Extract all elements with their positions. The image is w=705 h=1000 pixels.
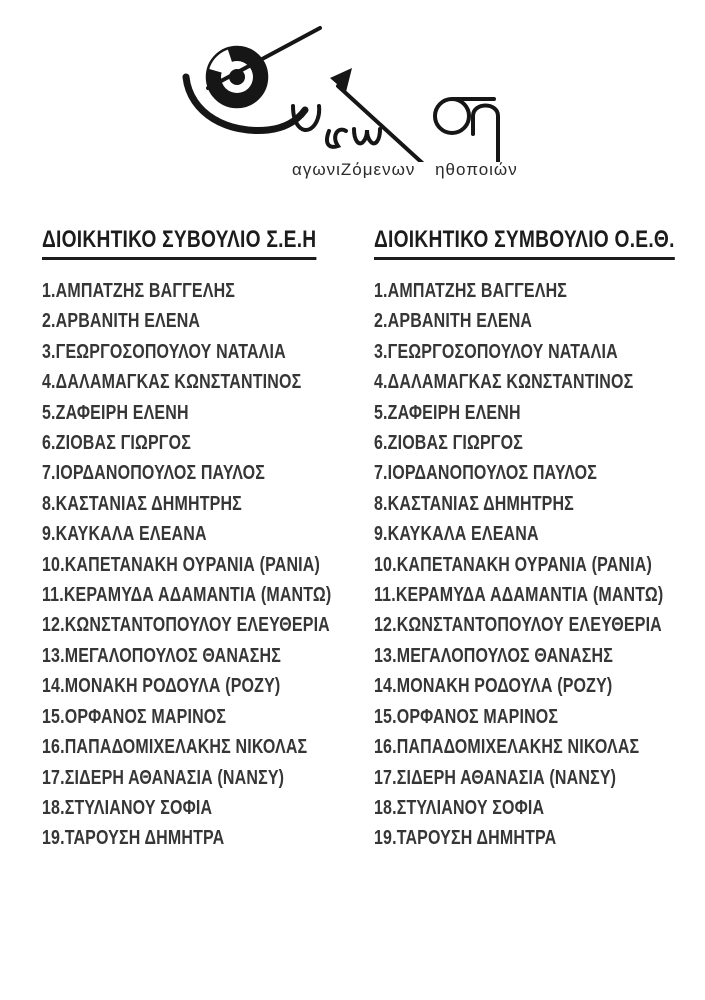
column-oeth-header: ΔΙΟΙΚΗΤΙΚΟ ΣΥΜΒΟΥΛΙΟ Ο.Ε.Θ.: [374, 226, 675, 260]
list-item: 9.ΚΑΥΚΑΛΑ ΕΛΕΑΝΑ: [374, 523, 539, 546]
list-item: 16.ΠΑΠΑΔΟΜΙΧΕΛΑΚΗΣ ΝΙΚΟΛΑΣ: [42, 736, 308, 759]
list-item: 17.ΣΙΔΕΡΗ ΑΘΑΝΑΣΙΑ (ΝΑΝΣΥ): [42, 766, 285, 789]
list-item: 2.ΑΡΒΑΝΙΤΗ ΕΛΕΝΑ: [374, 310, 533, 333]
list-item: 9.ΚΑΥΚΑΛΑ ΕΛΕΑΝΑ: [42, 523, 207, 546]
list-item: 14.ΜΟΝΑΚΗ ΡΟΔΟΥΛΑ (ΡΟΖΥ): [42, 675, 281, 698]
logo-letterforms: [293, 99, 498, 162]
logo: [180, 22, 550, 192]
list-item: 2.ΑΡΒΑΝΙΤΗ ΕΛΕΝΑ: [42, 310, 201, 333]
list-item: 6.ΖΙΟΒΑΣ ΓΙΩΡΓΟΣ: [42, 432, 191, 455]
list-item: 4.ΔΑΛΑΜΑΓΚΑΣ ΚΩΝΣΤΑΝΤΙΝΟΣ: [374, 371, 634, 394]
list-item: 5.ΖΑΦΕΙΡΗ ΕΛΕΝΗ: [42, 401, 189, 424]
list-item: 7.ΙΟΡΔΑΝΟΠΟΥΛΟΣ ΠΑΥΛΟΣ: [374, 462, 597, 485]
column-sei-member-list: [42, 276, 372, 854]
list-item: 3.ΓΕΩΡΓΟΣΟΠΟΥΛΟΥ ΝΑΤΑΛΙΑ: [42, 340, 286, 363]
list-item: 16.ΠΑΠΑΔΟΜΙΧΕΛΑΚΗΣ ΝΙΚΟΛΑΣ: [374, 736, 640, 759]
column-sei-header: ΔΙΟΙΚΗΤΙΚΟ ΣΥΒΟΥΛΙΟ Σ.Ε.Η: [42, 226, 316, 260]
list-item: 6.ΖΙΟΒΑΣ ΓΙΩΡΓΟΣ: [374, 432, 523, 455]
list-item: 12.ΚΩΝΣΤΑΝΤΟΠΟΥΛΟΥ ΕΛΕΥΘΕΡΙΑ: [42, 614, 330, 637]
list-item: 13.ΜΕΓΑΛΟΠΟΥΛΟΣ ΘΑΝΑΣΗΣ: [374, 644, 613, 667]
list-item: 15.ΟΡΦΑΝΟΣ ΜΑΡΙΝΟΣ: [374, 705, 559, 728]
list-item: 8.ΚΑΣΤΑΝΙΑΣ ΔΗΜΗΤΡΗΣ: [42, 492, 242, 515]
column-sei: [42, 226, 372, 854]
logo-subtitle: αγωνιΖόμενων ηθοποιών: [292, 160, 518, 179]
list-item: 11.ΚΕΡΑΜΥΔΑ ΑΔΑΜΑΝΤΙΑ (ΜΑΝΤΩ): [374, 584, 664, 607]
list-item: 5.ΖΑΦΕΙΡΗ ΕΛΕΝΗ: [374, 401, 521, 424]
list-item: 11.ΚΕΡΑΜΥΔΑ ΑΔΑΜΑΝΤΙΑ (ΜΑΝΤΩ): [42, 584, 332, 607]
list-item: 1.ΑΜΠΑΤΖΗΣ ΒΑΓΓΕΛΗΣ: [42, 280, 236, 302]
assembly-logo-icon: [180, 22, 540, 162]
list-item: 1.ΑΜΠΑΤΖΗΣ ΒΑΓΓΕΛΗΣ: [374, 280, 568, 302]
logo-arrow-icon: [330, 68, 430, 162]
list-item: 7.ΙΟΡΔΑΝΟΠΟΥΛΟΣ ΠΑΥΛΟΣ: [42, 462, 265, 485]
list-item: 12.ΚΩΝΣΤΑΝΤΟΠΟΥΛΟΥ ΕΛΕΥΘΕΡΙΑ: [374, 614, 662, 637]
list-item: 18.ΣΤΥΛΙΑΝΟΥ ΣΟΦΙΑ: [42, 796, 213, 819]
list-item: 19.ΤΑΡΟΥΣΗ ΔΗΜΗΤΡΑ: [374, 827, 557, 850]
column-oeth-member-list: [374, 276, 704, 854]
list-item: 14.ΜΟΝΑΚΗ ΡΟΔΟΥΛΑ (ΡΟΖΥ): [374, 675, 613, 698]
list-item: 18.ΣΤΥΛΙΑΝΟΥ ΣΟΦΙΑ: [374, 796, 545, 819]
list-item: 19.ΤΑΡΟΥΣΗ ΔΗΜΗΤΡΑ: [42, 827, 225, 850]
list-item: 8.ΚΑΣΤΑΝΙΑΣ ΔΗΜΗΤΡΗΣ: [374, 492, 574, 515]
column-oeth: [374, 226, 704, 854]
list-item: 10.ΚΑΠΕΤΑΝΑΚΗ ΟΥΡΑΝΙΑ (ΡΑΝΙΑ): [374, 553, 652, 576]
list-item: 3.ΓΕΩΡΓΟΣΟΠΟΥΛΟΥ ΝΑΤΑΛΙΑ: [374, 340, 618, 363]
list-item: 10.ΚΑΠΕΤΑΝΑΚΗ ΟΥΡΑΝΙΑ (ΡΑΝΙΑ): [42, 553, 320, 576]
list-item: 15.ΟΡΦΑΝΟΣ ΜΑΡΙΝΟΣ: [42, 705, 227, 728]
list-item: 4.ΔΑΛΑΜΑΓΚΑΣ ΚΩΝΣΤΑΝΤΙΝΟΣ: [42, 371, 302, 394]
list-item: 17.ΣΙΔΕΡΗ ΑΘΑΝΑΣΙΑ (ΝΑΝΣΥ): [374, 766, 617, 789]
list-item: 13.ΜΕΓΑΛΟΠΟΥΛΟΣ ΘΑΝΑΣΗΣ: [42, 644, 281, 667]
